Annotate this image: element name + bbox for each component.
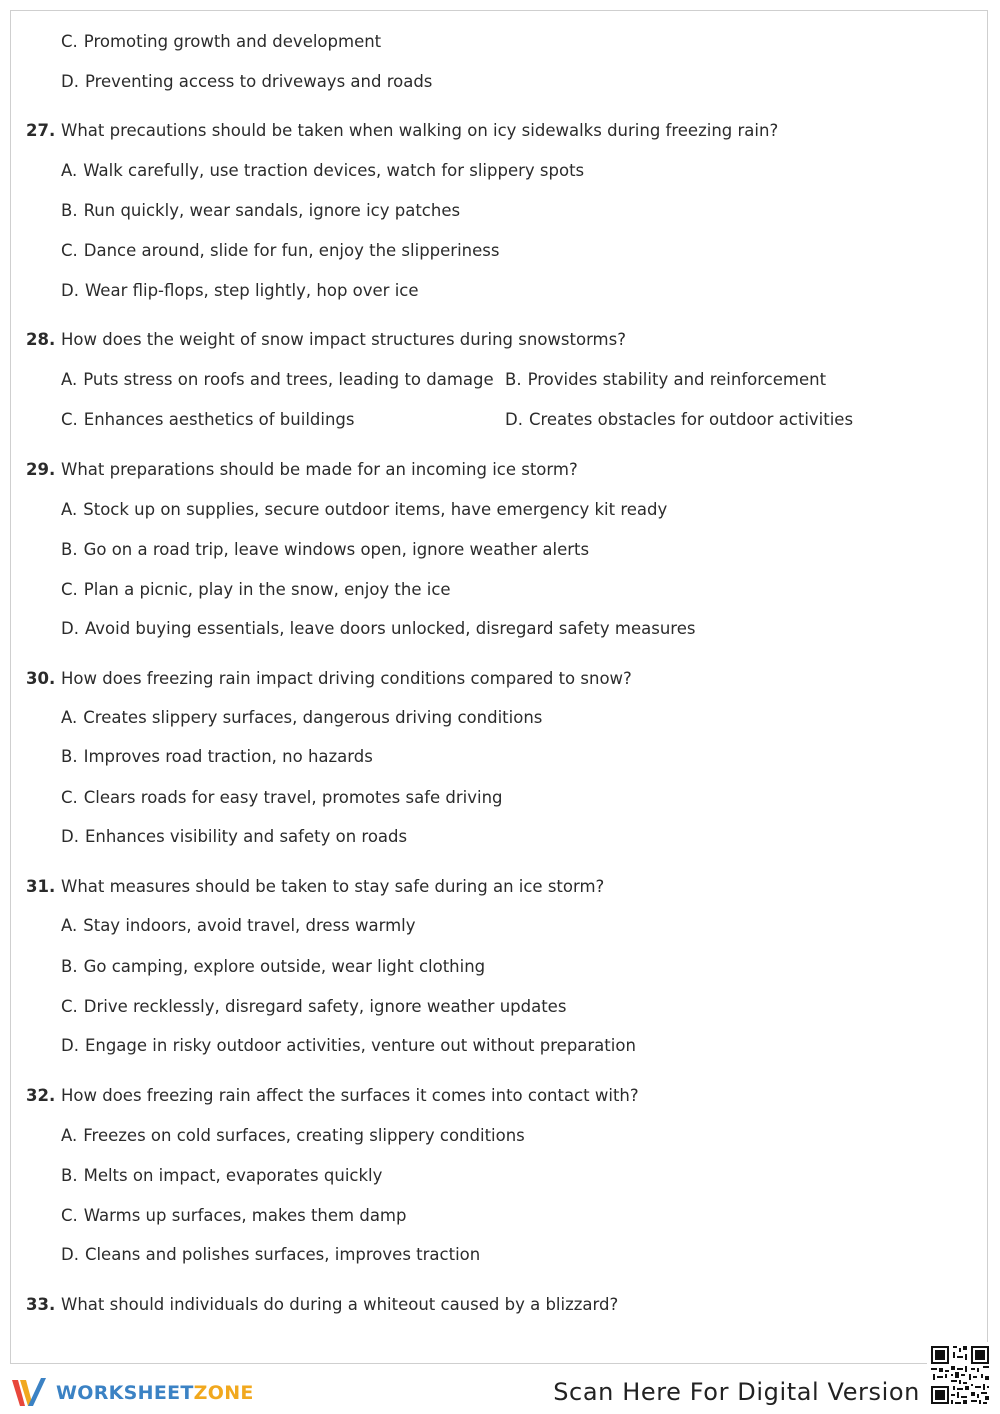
question-number: 32. bbox=[26, 1086, 56, 1105]
option-31-d[interactable] bbox=[61, 1035, 636, 1057]
option-letter: B. bbox=[505, 370, 522, 389]
option-26-d bbox=[61, 71, 432, 93]
option-text: Cleans and polishes surfaces, improves traction bbox=[84, 1245, 481, 1264]
option-28-a[interactable] bbox=[61, 369, 494, 391]
option-32-d[interactable] bbox=[61, 1244, 480, 1266]
option-text: Enhances visibility and safety on roads bbox=[84, 827, 408, 846]
option-letter: D. bbox=[61, 619, 79, 638]
option-text: Preventing access to driveways and roads bbox=[84, 72, 433, 91]
question-number: 33. bbox=[26, 1295, 56, 1314]
option-text: Provides stability and reinforcement bbox=[527, 370, 827, 389]
option-letter: C. bbox=[61, 410, 78, 429]
question-text: How does freezing rain affect the surfaces it comes into contact with? bbox=[61, 1086, 639, 1105]
option-letter: A. bbox=[61, 708, 78, 727]
option-29-d[interactable] bbox=[61, 618, 695, 640]
option-letter: C. bbox=[61, 241, 78, 260]
option-text: Stock up on supplies, secure outdoor items, have emergency kit ready bbox=[83, 500, 668, 519]
option-letter: C. bbox=[61, 580, 78, 599]
option-29-c[interactable] bbox=[61, 579, 451, 601]
option-text: Clears roads for easy travel, promotes safe driving bbox=[83, 788, 503, 807]
option-text: Walk carefully, use traction devices, watch for slippery spots bbox=[83, 161, 585, 180]
scan-caption: Scan Here For Digital Version bbox=[553, 1378, 920, 1406]
question-number: 30. bbox=[26, 669, 56, 688]
option-letter: A. bbox=[61, 916, 78, 935]
worksheetzone-logo[interactable] bbox=[10, 1376, 254, 1410]
option-text: Dance around, slide for fun, enjoy the slipperiness bbox=[83, 241, 500, 260]
option-letter: D. bbox=[61, 1036, 79, 1055]
question-text: What preparations should be made for an incoming ice storm? bbox=[61, 460, 578, 479]
option-letter: D. bbox=[505, 410, 523, 429]
option-text: Plan a picnic, play in the snow, enjoy the ice bbox=[83, 580, 451, 599]
option-text: Creates slippery surfaces, dangerous driving conditions bbox=[83, 708, 543, 727]
option-27-c[interactable] bbox=[61, 240, 499, 262]
option-text: Wear flip-flops, step lightly, hop over ice bbox=[84, 281, 419, 300]
option-letter: C. bbox=[61, 32, 78, 51]
logo-wordmark bbox=[56, 1382, 254, 1404]
option-31-b[interactable] bbox=[61, 956, 485, 978]
question-text: What measures should be taken to stay safe during an ice storm? bbox=[61, 877, 605, 896]
option-27-a[interactable] bbox=[61, 160, 584, 182]
option-text: Go on a road trip, leave windows open, ignore weather alerts bbox=[83, 540, 590, 559]
option-letter: D. bbox=[61, 827, 79, 846]
option-32-b[interactable] bbox=[61, 1165, 382, 1187]
option-letter: A. bbox=[61, 161, 78, 180]
option-29-b[interactable] bbox=[61, 539, 589, 561]
logo-word-zone: ZONE bbox=[193, 1382, 254, 1404]
option-letter: A. bbox=[61, 370, 78, 389]
qr-code-icon[interactable] bbox=[927, 1342, 993, 1408]
option-30-d[interactable] bbox=[61, 826, 407, 848]
logo-word-worksheet: WORKSHEET bbox=[56, 1382, 194, 1404]
option-text: Puts stress on roofs and trees, leading to damage bbox=[83, 370, 494, 389]
option-text: Enhances aesthetics of buildings bbox=[83, 410, 355, 429]
option-text: Avoid buying essentials, leave doors unlocked, disregard safety measures bbox=[84, 619, 696, 638]
option-letter: B. bbox=[61, 540, 78, 559]
question-number: 28. bbox=[26, 330, 56, 349]
question-number: 29. bbox=[26, 460, 56, 479]
option-text: Promoting growth and development bbox=[83, 32, 382, 51]
option-letter: C. bbox=[61, 1206, 78, 1225]
option-27-b[interactable] bbox=[61, 200, 460, 222]
option-27-d[interactable] bbox=[61, 280, 419, 302]
option-text: Creates obstacles for outdoor activities bbox=[528, 410, 854, 429]
option-30-c[interactable] bbox=[61, 787, 503, 809]
option-letter: A. bbox=[61, 1126, 78, 1145]
question-text: What should individuals do during a whiteout caused by a blizzard? bbox=[61, 1295, 619, 1314]
option-letter: D. bbox=[61, 72, 79, 91]
option-32-a[interactable] bbox=[61, 1125, 525, 1147]
logo-mark-icon bbox=[10, 1376, 50, 1410]
option-26-c bbox=[61, 31, 381, 53]
option-text: Engage in risky outdoor activities, venture out without preparation bbox=[84, 1036, 636, 1055]
option-letter: D. bbox=[61, 281, 79, 300]
option-28-d[interactable] bbox=[505, 409, 853, 431]
option-text: Improves road traction, no hazards bbox=[83, 747, 373, 766]
option-31-a[interactable] bbox=[61, 915, 416, 937]
option-text: Freezes on cold surfaces, creating slippery conditions bbox=[83, 1126, 525, 1145]
question-text: How does freezing rain impact driving conditions compared to snow? bbox=[61, 669, 632, 688]
option-28-c[interactable] bbox=[61, 409, 355, 431]
option-text: Drive recklessly, disregard safety, ignore weather updates bbox=[83, 997, 567, 1016]
option-31-c[interactable] bbox=[61, 996, 566, 1018]
option-text: Warms up surfaces, makes them damp bbox=[83, 1206, 407, 1225]
option-letter: B. bbox=[61, 201, 78, 220]
option-text: Melts on impact, evaporates quickly bbox=[83, 1166, 383, 1185]
option-letter: C. bbox=[61, 788, 78, 807]
option-text: Go camping, explore outside, wear light clothing bbox=[83, 957, 486, 976]
option-letter: A. bbox=[61, 500, 78, 519]
option-letter: C. bbox=[61, 997, 78, 1016]
option-30-a[interactable] bbox=[61, 707, 542, 729]
option-32-c[interactable] bbox=[61, 1205, 406, 1227]
option-letter: B. bbox=[61, 1166, 78, 1185]
question-text: What precautions should be taken when walking on icy sidewalks during freezing rain? bbox=[61, 121, 779, 140]
option-text: Stay indoors, avoid travel, dress warmly bbox=[83, 916, 416, 935]
option-29-a[interactable] bbox=[61, 499, 667, 521]
option-letter: B. bbox=[61, 747, 78, 766]
question-number: 31. bbox=[26, 877, 56, 896]
option-text: Run quickly, wear sandals, ignore icy patches bbox=[83, 201, 461, 220]
option-30-b[interactable] bbox=[61, 746, 373, 768]
option-28-b[interactable] bbox=[505, 369, 826, 391]
option-letter: D. bbox=[61, 1245, 79, 1264]
question-number: 27. bbox=[26, 121, 56, 140]
option-letter: B. bbox=[61, 957, 78, 976]
question-text: How does the weight of snow impact structures during snowstorms? bbox=[61, 330, 626, 349]
